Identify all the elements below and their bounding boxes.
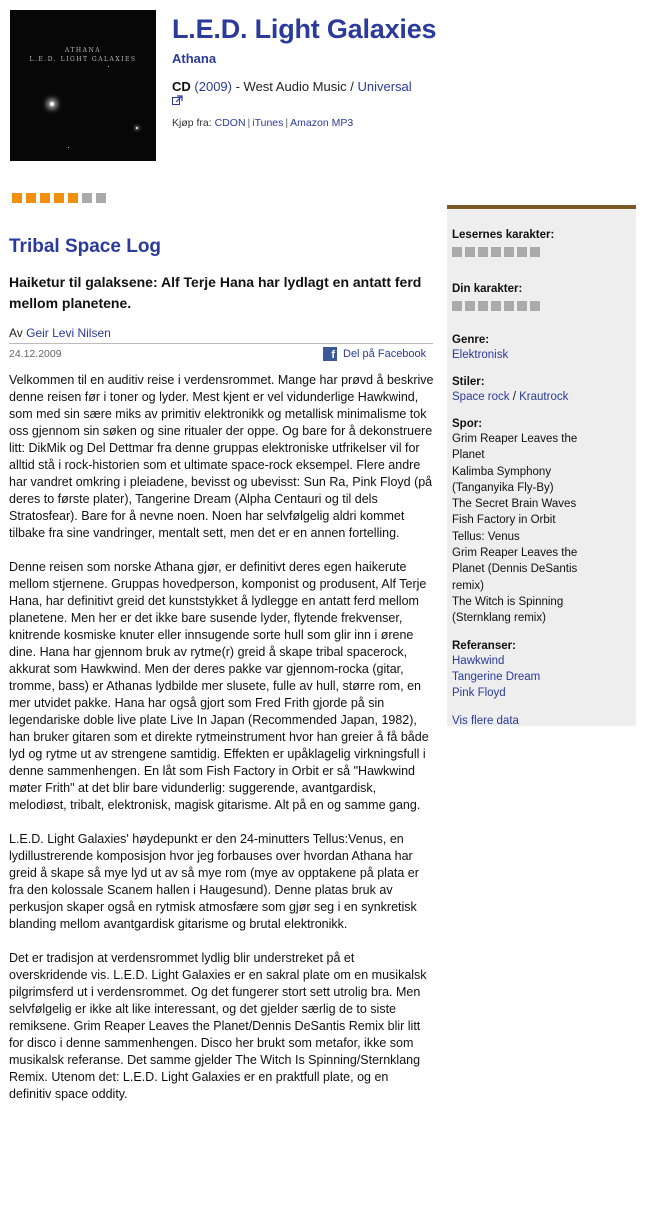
tracks-label: Spor: — [452, 418, 483, 430]
show-more-data-link[interactable]: Vis flere data — [452, 714, 519, 727]
track-item: The Secret Brain Waves — [452, 498, 577, 511]
year-link[interactable]: (2009) — [194, 79, 232, 94]
readers-rating-square — [465, 247, 475, 257]
cover-star — [68, 147, 69, 148]
release-info — [172, 79, 412, 94]
your-rating-square[interactable] — [491, 301, 501, 311]
article-date: 24.12.2009 — [9, 348, 62, 360]
readers-rating-square — [517, 247, 527, 257]
readers-rating-square — [504, 247, 514, 257]
cover-star — [108, 66, 109, 67]
article-lead: Haiketur til galaksene: Alf Terje Hana har lydlagt en antatt ferd mellom planetene. — [9, 274, 422, 311]
album-cover — [10, 10, 156, 161]
distributor-link[interactable]: Universal — [357, 79, 412, 94]
rating-square-filled — [68, 193, 78, 203]
track-item: Fish Factory in Orbit — [452, 514, 556, 527]
article-paragraph: Det er tradisjon at verdensrommet lydlig blir understreket på et overskridende vis. L.E.D. Light Galaxies er en sakral plate om en musikalsk pilgrimsferd ut i verdensrommet. Og det fungerer stort sett utrolig bra. Men selvfølgelig er ikke alt like interessant, og det gjelder særlig de to siste remiksene. Grim Reaper Leaves the Planet/Dennis DeSantis Remix blir litt for disco i denne sammenhengen. Disco her brukt som metafor, ikke som musikalsk referanse. Det samme gjelder The Witch Is Spinning/Sternklang Remix. Utenom det: L.E.D. Light Galaxies er en praktfull plate, og en definitiv space oddity. — [9, 951, 427, 1101]
track-item: Grim Reaper Leaves the Planet — [452, 433, 578, 462]
references-list — [452, 653, 631, 701]
your-rating-square[interactable] — [452, 301, 462, 311]
byline-prefix: Av — [9, 326, 27, 340]
your-rating-square[interactable] — [517, 301, 527, 311]
styles-list: Space rock / Krautrock — [452, 391, 569, 403]
article-body — [9, 372, 434, 1120]
buy-links: Kjøp fra: CDON | iTunes | Amazon MP3 — [172, 117, 354, 129]
author-link[interactable]: Geir Levi Nilsen — [26, 326, 111, 340]
your-rating-square[interactable] — [478, 301, 488, 311]
cover-star — [136, 127, 138, 129]
your-rating-square[interactable] — [465, 301, 475, 311]
readers-rating-square — [491, 247, 501, 257]
share-facebook-button[interactable] — [323, 347, 426, 361]
buy-store-itunes[interactable]: iTunes — [252, 117, 284, 129]
style-link-krautrock[interactable]: Krautrock — [519, 391, 569, 403]
styles-label: Stiler: — [452, 376, 485, 388]
external-link-icon[interactable] — [172, 95, 183, 105]
article-paragraph: Velkommen til en auditiv reise i verdensrommet. Mange har prøvd å beskrive denne reisen før i toner og lyder. Mest kjent er vel vidunderlige Hawkwind, som med sin sære miks av primitiv elektronikk og metallisk minimalisme tok oss gjennom sin søken og sine ritualer der oppe. Og bare for å dekonstruere litt: DikMik og Del Dettmar fra denne gruppas elektroniske utfrikelser vil for alltid stå i rock-historien som et ultimate space-rock eksempel. Flere andre har vandret omkring i pleiadene, bevisst og ubevisst: Sun Ra, Pink Floyd (på deres to første plater), Tangerine Dream (Alpha Centauri og til dels Stratosfear). Bare for å nevne noen. Noen har selvfølgelig aldri kommet tilbake fra sine vandringer, mentalt sett, men det er en annen fortelling. — [9, 373, 434, 540]
buy-label: Kjøp fra: — [172, 117, 212, 129]
rating-square-filled — [40, 193, 50, 203]
track-item: Grim Reaper Leaves the Planet (Dennis DeSantis remix) — [452, 547, 578, 592]
track-item: Kalimba Symphony (Tanganyika Fly-By) — [452, 465, 554, 494]
readers-rating-square — [478, 247, 488, 257]
critic-rating — [12, 193, 106, 203]
track-item: The Witch is Spinning (Sternklang remix) — [452, 595, 564, 625]
rating-square-empty — [82, 193, 92, 203]
buy-store-cdon[interactable]: CDON — [214, 117, 246, 129]
track-item: Tellus: Venus — [452, 530, 520, 543]
reference-link[interactable]: Tangerine Dream — [452, 670, 541, 683]
rating-square-filled — [26, 193, 36, 203]
format: CD — [172, 79, 191, 94]
references-label: Referanser: — [452, 639, 516, 652]
article-paragraph: Denne reisen som norske Athana gjør, er definitivt deres egen haikerute mellom stjernene. Gruppas hovedperson, komponist og produsent, Alf Terje Hana, har definitivt greid det kunststykket å lydlegge en antatt ferd mellom planetene. Men her er det ikke bare susende lyder, flytende frekvenser, knitrende kosmiske knuter eller innsugende sorte hull som glir inn i ørene dine. Hana har gjennom bruk av rytme(r) greid å skape tribal spacerock, akkurat som Hawkwind. Men der deres pakke var gjennom-rocka (gitar, tromme, bass) er Athanas lydbilde mer slusete, fulle av hull, større rom, en mer utvidet pakke. Hana har også gjort som Fred Frith gjorde på sin legendariske doble live plate Live In Japan (Recommended Japan, 1982), han bruker gitaren som et direkte rytmeinstrument hvor han greier å få både lyd og rytme ut av strengene samtidig. Effekten er upåklagelig virkningsfull i denne sammenhengen. En låt som Fish Factory in Orbit er så "Hawkwind møter Frith" at det blir bare vidunderlig: suggerende, avantgardisk, melodiøst, tribalt, elektronisk, magisk gitarisme. Alt på en og samme gang. — [9, 560, 429, 812]
readers-rating-square — [530, 247, 540, 257]
readers-rating-square — [452, 247, 462, 257]
readers-rating — [452, 247, 631, 257]
your-rating-input[interactable] — [452, 301, 631, 311]
article-paragraph: L.E.D. Light Galaxies' høydepunkt er den 24-minutters Tellus:Venus, en lydillustrerende komposisjon hvor jeg forbauses over hvordan Athana har greid å skape så mye lyd ut av så mye rom (mye av opptakene på plata er fra den kolossale Scanem hallen i Haugesund). Denne platas bruk av perkusjon skaper også en rytmisk atmosfære som gjør seg i en synkretisk blanding mellom avantgardisk gitarisme og brutal elektronikk. — [9, 832, 419, 931]
reference-link[interactable]: Pink Floyd — [452, 686, 506, 699]
rating-square-filled — [54, 193, 64, 203]
your-rating-square[interactable] — [504, 301, 514, 311]
record-label: - West Audio Music / — [231, 79, 358, 94]
artist-link[interactable]: Athana — [172, 51, 217, 66]
your-rating-label: Din karakter: — [452, 283, 523, 295]
genre-link[interactable]: Elektronisk — [452, 349, 509, 361]
album-facts-sidebar — [447, 205, 636, 726]
cover-artist: ATHANA — [64, 47, 102, 54]
rating-square-filled — [12, 193, 22, 203]
byline — [9, 326, 433, 344]
buy-store-amazon[interactable]: Amazon MP3 — [290, 117, 354, 129]
reference-link[interactable]: Hawkwind — [452, 654, 505, 667]
share-label: Del på Facebook — [343, 348, 427, 360]
album-title: L.E.D. Light Galaxies — [172, 14, 437, 44]
genre-label: Genre: — [452, 334, 490, 346]
track-list — [452, 431, 602, 627]
style-link-space-rock[interactable]: Space rock — [452, 391, 510, 403]
readers-rating-label: Lesernes karakter: — [452, 229, 555, 241]
cover-star — [50, 102, 54, 106]
article-title: Tribal Space Log — [9, 236, 162, 257]
facebook-icon: f — [323, 347, 337, 361]
your-rating-square[interactable] — [530, 301, 540, 311]
cover-title: L.E.D. LIGHT GALAXIES — [29, 56, 137, 63]
rating-square-empty — [96, 193, 106, 203]
